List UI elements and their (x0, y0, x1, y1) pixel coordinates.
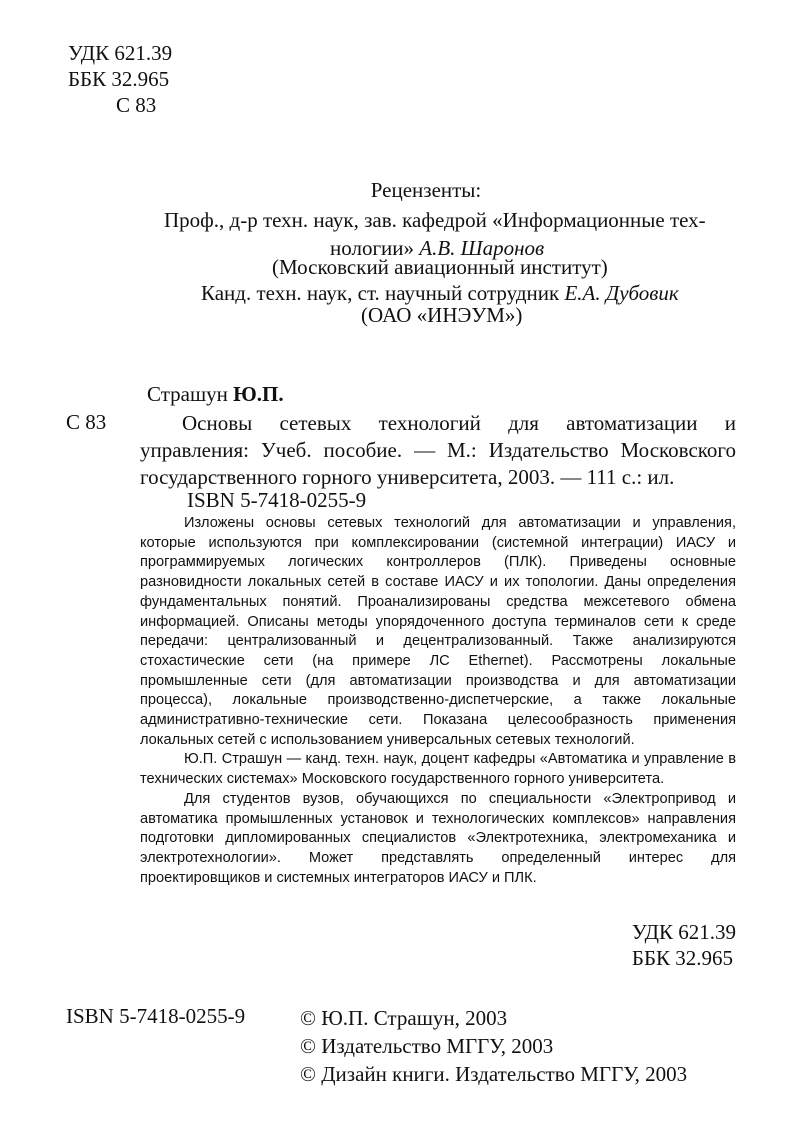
reviewer1-org: (Московский авиационный институт) (272, 255, 608, 279)
udk-code: УДК 621.39 (68, 41, 173, 65)
bbk-code: ББК 32.965 (68, 67, 170, 91)
footer-bbk: ББК 32.965 (631, 946, 734, 970)
copyright-publisher: © Издательство МГГУ, 2003 (300, 1034, 554, 1058)
reviewers-heading: Рецензенты: (370, 178, 482, 202)
isbn-entry: ISBN 5-7418-0255-9 (187, 488, 367, 512)
bibliographic-entry: Основы сетевых технологий для автоматизации и управления: Учеб. пособие. — М.: Издательство Московского государственного горного университета, 2003. — 111 с.: ил. (140, 411, 736, 489)
footer-classification (632, 919, 736, 971)
reviewer2-org: (ОАО «ИНЭУМ») (361, 303, 523, 327)
abstract-paragraph-1: Изложены основы сетевых технологий для автоматизации и управления, которые используются при комплексировании (системной интеграции) ИАСУ и программируемых логических контроллеров (ПЛК). Приведены основные разновидности локальных сетей в составе ИАСУ и их топологии. Даны определения фундаментальных понятий. Проанализированы средства межсетевого обмена информацией. Описаны методы упорядоченного доступа терминалов сети к среде передачи: централизованный и децентрализованный. Также анализируются стохастические сети (на примере ЛС Ethernet). Рассмотрены локальные промышленные сети (для автоматизации производства и для автоматизации процесса), локальные производственно-диспетчерские, а также локальные административно-технические сети. Показана целесообразность применения локальных сетей с использованием универсальных сетевых технологий. (140, 515, 736, 748)
reviewer1-dept-end: нологии» (330, 236, 415, 260)
author-mark: С 83 (116, 93, 157, 117)
footer-udk: УДК 621.39 (631, 920, 736, 944)
copyright-author: © Ю.П. Страшун, 2003 (300, 1006, 508, 1030)
abstract-paragraph-3: Для студентов вузов, обучающихся по специальности «Электропривод и автоматика промышленных установок и технологических комплексов» направления подготовки дипломированных специалистов «Электротехника, электромеханика и электротехнологии». Может представлять определенный интерес для проектировщиков и системных интеграторов ИАСУ и ПЛК. (140, 790, 736, 886)
classification-block (68, 40, 172, 118)
author-surname: Страшун (147, 382, 228, 406)
author-heading (147, 382, 284, 407)
reviewer1-line1: Проф., д-р техн. наук, зав. кафедрой «Информационные тех- (164, 208, 706, 232)
reviewer2-name: Е.А. Дубовик (564, 281, 679, 305)
abstract-paragraph-2: Ю.П. Страшун — канд. техн. наук, доцент кафедры «Автоматика и управление в технических системах» Московского государственного горного университета. (140, 751, 736, 788)
copyright-design: © Дизайн книги. Издательство МГГУ, 2003 (300, 1062, 688, 1086)
abstract (140, 514, 736, 888)
reviewer1-name: А.В. Шаронов (419, 236, 545, 260)
footer-isbn: ISBN 5-7418-0255-9 (66, 1004, 246, 1028)
author-initials: Ю.П. (233, 382, 284, 406)
author-mark-entry: С 83 (66, 410, 107, 434)
copyright-block (300, 1004, 687, 1088)
reviewer2-title: Канд. техн. наук, ст. научный сотрудник (201, 281, 560, 305)
